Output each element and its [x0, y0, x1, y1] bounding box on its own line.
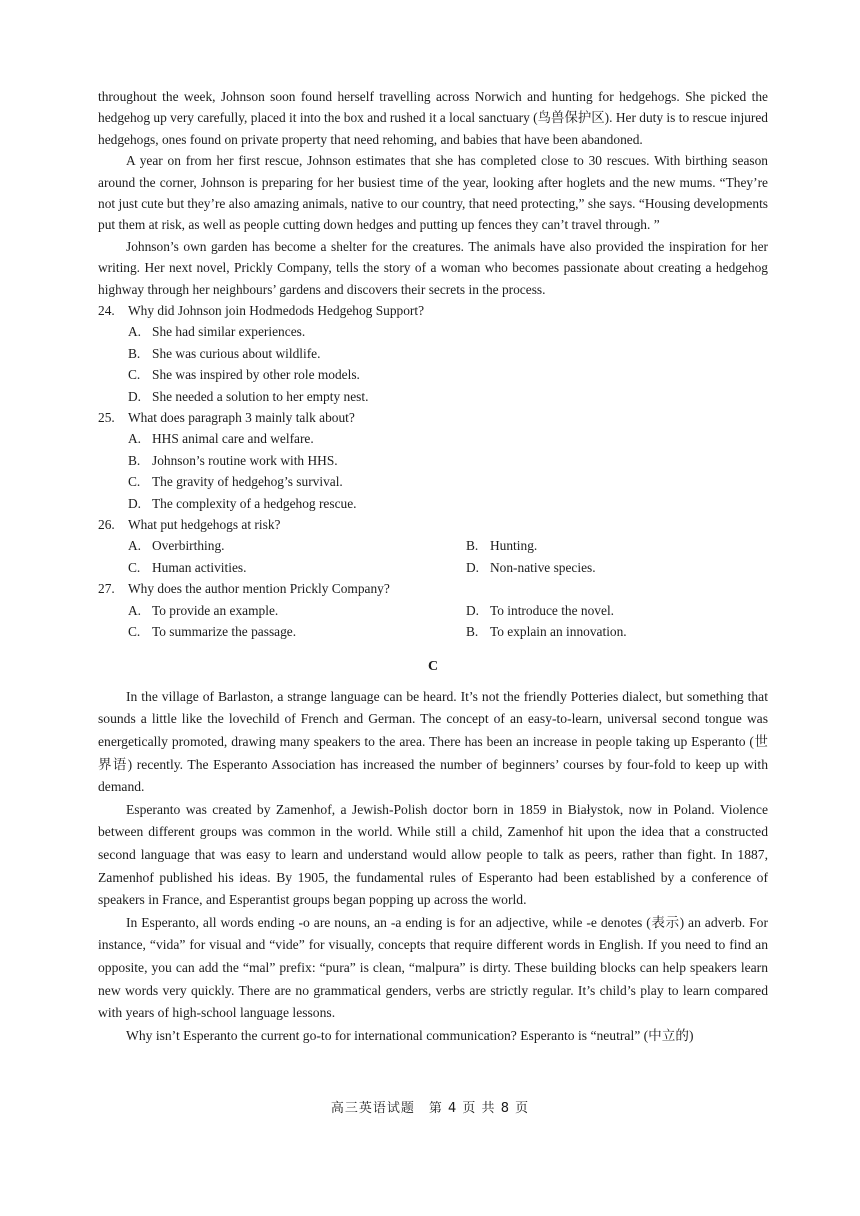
passage-b-paragraph: A year on from her first rescue, Johnson estimates that she has completed close to 30 rescues. With birthing season around the corner, Johnson is preparing for her busiest time of the year, looking after hoglets and the new mums. “They’re not just cute but they’re also amazing animals, native to our country, that need protecting,” she says. “Housing developments put them at risk, as well as people cutting down hedges and putting up fences they can’t travel through. ”: [98, 153, 768, 233]
option-c: C. She was inspired by other role models.: [128, 367, 360, 383]
option-b: B. Johnson’s routine work with HHS.: [128, 452, 338, 468]
question-27: [98, 578, 768, 642]
passage-c: [98, 686, 768, 1048]
passage-c-paragraph: In the village of Barlaston, a strange language can be heard. It’s not the friendly Potteries dialect, but something that sounds a little like the lovechild of French and German. The concept of an easy-to-learn, universal second tongue was energetically promoted, drawing many speakers to the area. There has been an increase in people taking up Esperanto (世界语) recently. The Esperanto Association has increased the number of beginners’ courses by four-fold to keep up with demand.: [98, 688, 768, 795]
option-b: B. To explain an innovation.: [466, 623, 627, 639]
option-d: D. The complexity of a hedgehog rescue.: [128, 495, 357, 511]
option-d: D. Non-native species.: [466, 559, 596, 575]
question-25: [98, 407, 768, 514]
option-a: A. Overbirthing.: [128, 538, 225, 554]
question-stem: Why did Johnson join Hodmedods Hedgehog Support?: [128, 303, 425, 319]
passage-c-paragraph: In Esperanto, all words ending -o are nouns, an -a ending is for an adjective, while -e denotes (表示) an adverb. For instance, “vida” for visual and “vide” for visually, concepts that require different words in English. If you need to find an opposite, you can add the “mal” prefix: “pura” is clean, “malpura” is dirty. These building blocks can help speakers learn new words very quickly. There are no grammatical genders, verbs are strictly regular. It’s child’s play to learn compared with years of high-school language lessons.: [98, 914, 768, 1021]
question-number: 27.: [98, 581, 115, 597]
passage-c-paragraph: Esperanto was created by Zamenhof, a Jewish-Polish doctor born in 1859 in Białystok, now in Poland. Violence between different groups was common in the world. While still a child, Zamenhof hit upon the idea that a constructed second language that was easy to learn and understand would allow people to talk as peers, rather than fight. In 1887, Zamenhof published his ideas. By 1905, the fundamental rules of Esperanto had been established by a conference of speakers in France, and Esperantist groups began popping up across the world.: [98, 801, 768, 908]
option-b: B. She was curious about wildlife.: [128, 345, 321, 361]
option-b: B. Hunting.: [466, 538, 538, 554]
option-c: C. Human activities.: [128, 559, 247, 575]
section-label-c: C: [427, 659, 439, 675]
option-a: A. To provide an example.: [128, 602, 279, 618]
option-a: A. HHS animal care and welfare.: [128, 431, 314, 447]
question-stem: What does paragraph 3 mainly talk about?: [128, 410, 355, 426]
page-footer: 高三英语试题 第 4 页 共 8 页: [330, 1101, 530, 1116]
question-number: 24.: [98, 303, 115, 319]
passage-b: [98, 86, 768, 300]
question-list: [98, 300, 768, 642]
option-c: C. To summarize the passage.: [128, 623, 297, 639]
question-number: 25.: [98, 410, 115, 426]
question-24: [98, 300, 768, 407]
question-stem: Why does the author mention Prickly Company?: [128, 581, 390, 597]
question-26: [98, 514, 768, 578]
passage-b-paragraph: Johnson’s own garden has become a shelter for the creatures. The animals have also provided the inspiration for her writing. Her next novel, Prickly Company, tells the story of a woman who becomes passionate about creating a hedgehog highway through her neighbours’ gardens and discovers their secrets in the process.: [98, 238, 768, 297]
option-c: C. The gravity of hedgehog’s survival.: [128, 474, 343, 490]
passage-b-paragraph: throughout the week, Johnson soon found herself travelling across Norwich and hunting for hedgehogs. She picked the hedgehog up very carefully, placed it into the box and rushed it a local sanctuary (鸟兽保护区). Her duty is to rescue injured hedgehogs, ones found on private property that need rehoming, and babies that have been abandoned.: [98, 89, 768, 147]
question-number: 26.: [98, 517, 115, 532]
passage-c-paragraph: Why isn’t Esperanto the current go-to for international communication? Esperanto is “neutral” (中立的): [126, 1027, 694, 1043]
option-d: D. To introduce the novel.: [466, 602, 615, 618]
option-a: A. She had similar experiences.: [128, 324, 306, 340]
option-d: D. She needed a solution to her empty nest.: [128, 388, 369, 404]
question-stem: What put hedgehogs at risk?: [128, 517, 281, 532]
